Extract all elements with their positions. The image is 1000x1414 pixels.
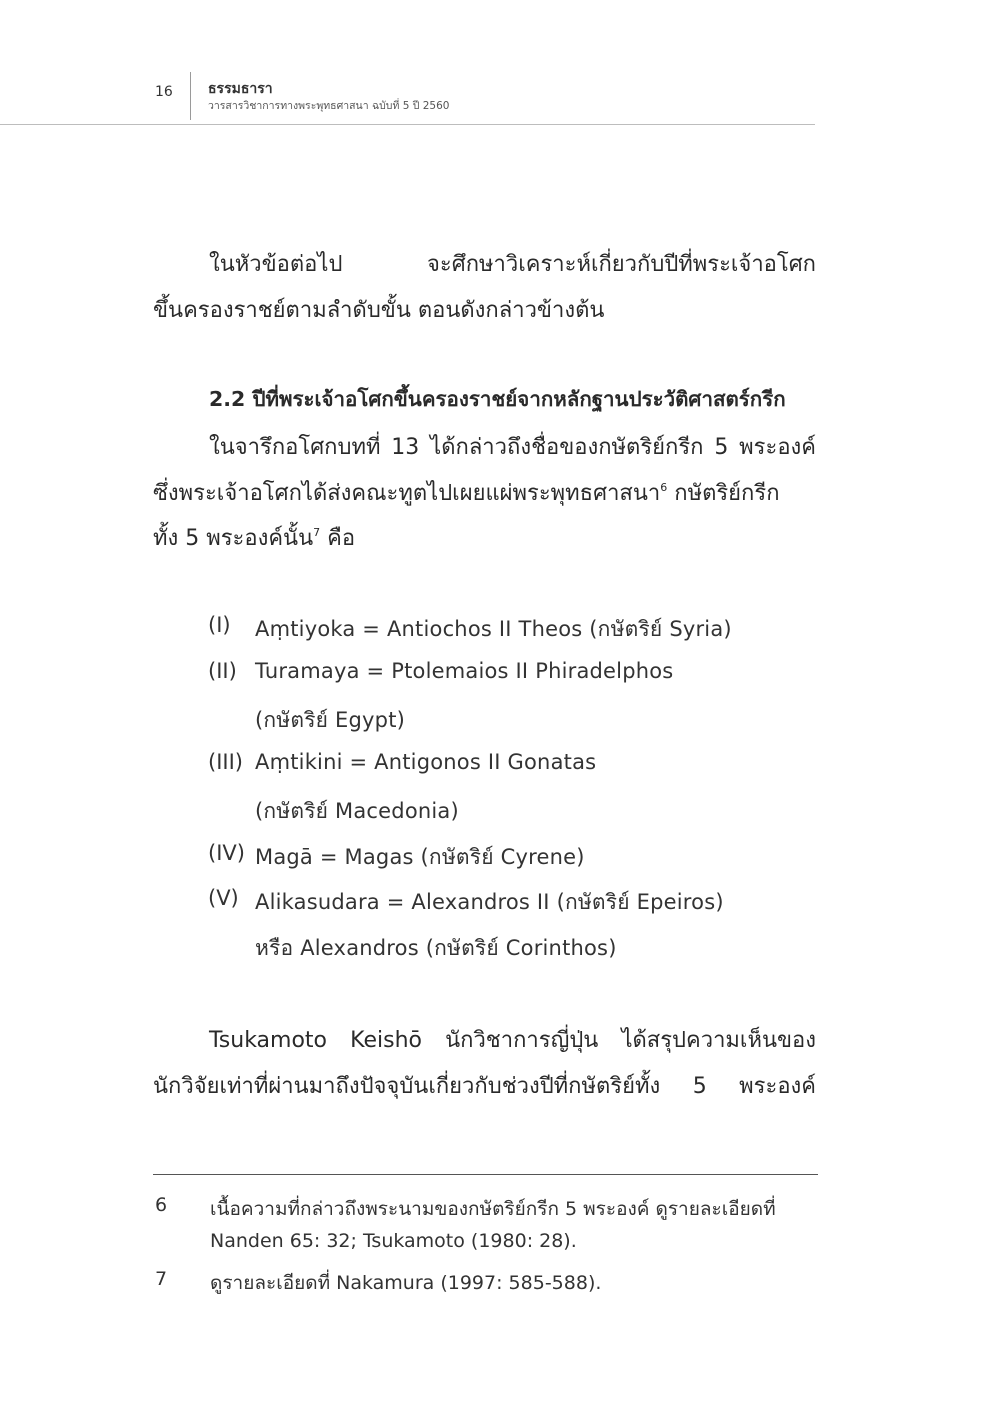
king-text-5: Alikasudara = Alexandros II (กษัตริย์ Epeiros) (255, 890, 724, 914)
intro-line-2: ขึ้นครองราชย์ตามลำดับขั้น ตอนดังกล่าวข้างต้น (153, 298, 605, 323)
king-num-2: (II) (208, 659, 237, 683)
section-para-line-2 (153, 475, 780, 510)
journal-title: ธรรมธารา (208, 81, 273, 97)
intro-line-1: ในหัวข้อต่อไป จะศึกษาวิเคราะห์เกี่ยวกับปีที่พระเจ้าอโศก (209, 252, 816, 277)
section-para-line-3 (153, 520, 355, 555)
footnote-num-7: 7 (155, 1268, 168, 1290)
king-num-4: (IV) (208, 841, 245, 865)
section-para-line-2-tail: กษัตริย์กรีก (667, 481, 780, 506)
footnote-num-6: 6 (155, 1194, 168, 1216)
king-text-4: Magā = Magas (กษัตริย์ Cyrene) (255, 845, 585, 869)
footnote-text-6: เนื้อความที่กล่าวถึงพระนามของกษัตริย์กรีก 5 พระองค์ ดูรายละเอียดที่ (210, 1198, 776, 1220)
king-text-1: Aṃtiyoka = Antiochos II Theos (กษัตริย์ Syria) (255, 617, 732, 641)
journal-subtitle: วารสารวิชาการทางพระพุทธศาสนา ฉบับที่ 5 ปี 2560 (208, 100, 450, 112)
footnote-ref-7[interactable]: 7 (313, 526, 321, 539)
footnote-rule (153, 1174, 818, 1175)
header-rule (0, 124, 815, 125)
footnote-ref-6[interactable]: 6 (660, 481, 668, 494)
king-text-5-cont: หรือ Alexandros (กษัตริย์ Corinthos) (255, 936, 617, 960)
footnote-text-6-cont: Nanden 65: 32; Tsukamoto (1980: 28). (210, 1230, 577, 1252)
section-heading: 2.2 ปีที่พระเจ้าอโศกขึ้นครองราชย์จากหลักฐานประวัติศาสตร์กรีก (209, 387, 786, 411)
conclusion-line-2: นักวิจัยเท่าที่ผ่านมาถึงปัจจุบันเกี่ยวกับช่วงปีที่กษัตริย์ทั้ง 5 พระองค์ (153, 1074, 816, 1099)
header-divider (190, 72, 191, 120)
footnote-text-7: ดูรายละเอียดที่ Nakamura (1997: 585-588). (210, 1272, 602, 1294)
section-para-line-3-text: ทั้ง 5 พระองค์นั้น (153, 526, 314, 551)
section-para-line-2-text: ซึ่งพระเจ้าอโศกได้ส่งคณะทูตไปเผยแผ่พระพุทธศาสนา (153, 481, 661, 506)
king-num-3: (III) (208, 750, 243, 774)
section-para-line-1: ในจารึกอโศกบทที่ 13 ได้กล่าวถึงชื่อของกษัตริย์กรีก 5 พระองค์ (209, 435, 816, 460)
king-num-5: (V) (208, 886, 239, 910)
section-para-line-3-tail: คือ (320, 526, 356, 551)
king-num-1: (I) (208, 613, 231, 637)
king-text-3-cont: (กษัตริย์ Macedonia) (255, 799, 459, 823)
king-text-2-cont: (กษัตริย์ Egypt) (255, 708, 406, 732)
king-text-2: Turamaya = Ptolemaios II Phiradelphos (255, 659, 674, 683)
conclusion-line-1: Tsukamoto Keishō นักวิชาการญี่ปุ่น ได้สรุปความเห็นของ (209, 1028, 816, 1053)
running-header (0, 0, 815, 125)
page-number: 16 (155, 84, 173, 100)
king-text-3: Aṃtikini = Antigonos II Gonatas (255, 750, 597, 774)
